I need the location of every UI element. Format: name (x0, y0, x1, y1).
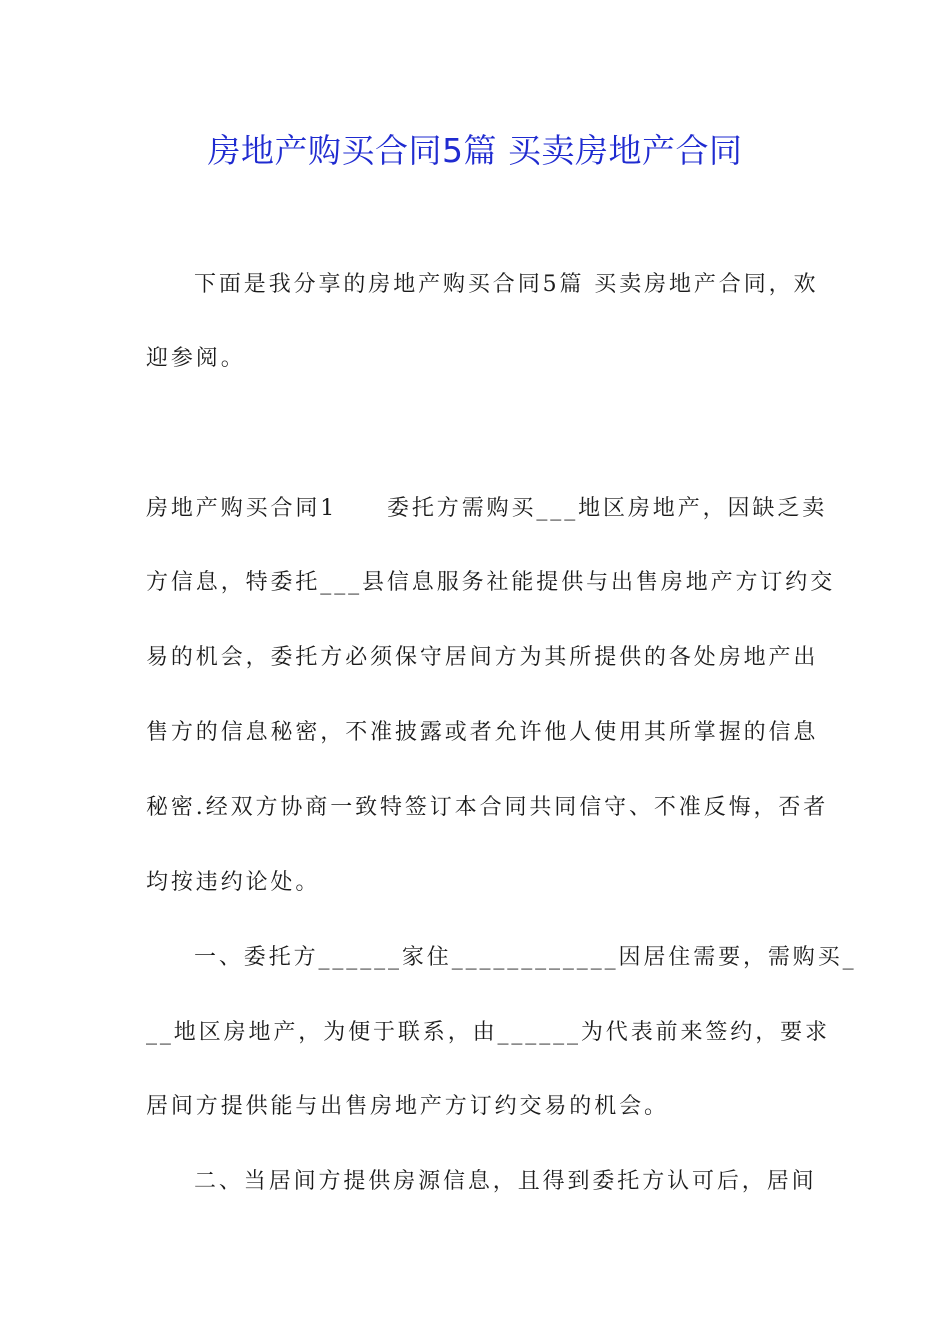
contract-para-line-4: 售方的信息秘密，不准披露或者允许他人使用其所掌握的信息 (146, 720, 819, 745)
contract-para-line-2: 方信息，特委托___县信息服务社能提供与出售房地产方订约交 (146, 570, 836, 595)
clause-1-line-3: 居间方提供能与出售房地产方订约交易的机会。 (146, 1094, 669, 1119)
clause-1-line-1: 一、委托方______家住____________因居住需要，需购买_ (194, 945, 857, 970)
document-title: 房地产购买合同5篇 买卖房地产合同 (207, 131, 743, 170)
contract-para-line-3: 易的机会，委托方必须保守居间方为其所提供的各处房地产出 (146, 645, 819, 670)
clause-1-line-2: __地区房地产，为便于联系，由______为代表前来签约，要求 (146, 1020, 830, 1045)
intro-line-1: 下面是我分享的房地产购买合同5篇 买卖房地产合同，欢 (194, 272, 819, 297)
contract-para-line-6: 均按违约论处。 (146, 870, 321, 895)
intro-line-2: 迎参阅。 (146, 346, 246, 371)
clause-2-line-1: 二、当居间方提供房源信息，且得到委托方认可后，居间 (194, 1169, 817, 1194)
contract-para-line-1: 房地产购买合同1 委托方需购买___地区房地产，因缺乏卖 (146, 496, 828, 521)
contract-para-line-5: 秘密.经双方协商一致特签订本合同共同信守、不准反悔，否者 (146, 795, 829, 820)
